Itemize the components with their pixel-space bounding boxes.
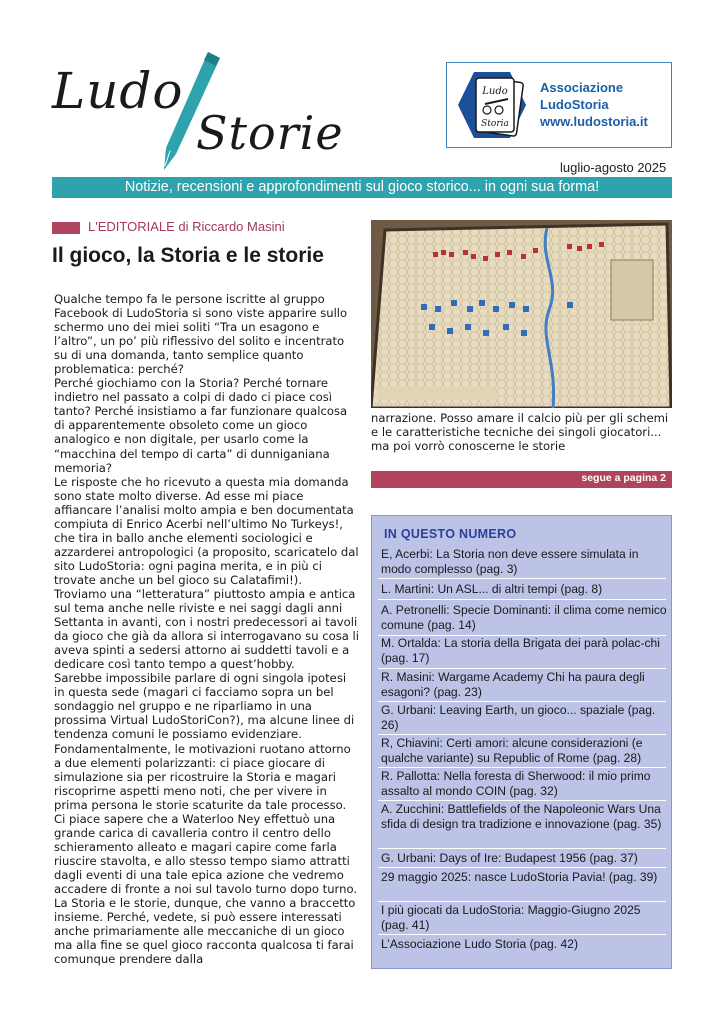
- contents-separator: [378, 599, 666, 600]
- logo-icon-text-bottom: Storia: [481, 119, 509, 129]
- paragraph: Perché giochiamo con la Storia? Perché tornare indietro nel passato a colpi di dado ci piace così tanto? Perché insistiamo a far funzionare qualcosa di apparentemente obsoleto come un gioco analogico e non digitale, per usarlo come la “macchina del tempo di carta” di dunniganiana memoria?: [54, 376, 348, 475]
- issue-date: luglio-agosto 2025: [560, 160, 667, 175]
- contents-separator: [378, 848, 666, 849]
- contents-item[interactable]: R, Chiavini: Certi amori: alcune considerazioni (e qualche variante) su Republic of Rome (pag. 28): [381, 736, 643, 765]
- contents-item[interactable]: A. Zucchini: Battlefields of the Napoleonic Wars Una sfida di design tra tradizione e innovazione (pag. 35): [381, 802, 662, 831]
- association-text: [540, 79, 648, 130]
- contents-separator: [378, 800, 666, 801]
- editorial-marker: [52, 222, 80, 234]
- contents-item[interactable]: E, Acerbi: La Storia non deve essere simulata in modo complesso (pag. 3): [381, 547, 639, 576]
- continued-link[interactable]: segue a pagina 2: [581, 472, 666, 484]
- association-name-line1: Associazione: [540, 80, 624, 95]
- contents-item[interactable]: I più giocati da LudoStoria: Maggio-Giugno 2025 (pag. 41): [381, 903, 641, 932]
- paragraph: Troviamo una “letteratura” piuttosto ampia e antica sul tema anche nelle riviste e nei saggi dagli anni Settanta in avanti, con i nostri predecessori ai tavoli da gioco che già da allora si interrogavano su cosa li aveva spinti a sedersi attorno ai suddetti tavoli e a dedicare così tanto tempo a quest’hobby.: [54, 586, 359, 672]
- logo-icon-text-top: Ludo: [482, 86, 508, 97]
- contents-item[interactable]: A. Petronelli: Specie Dominanti: il clima come nemico comune (pag. 14): [381, 603, 667, 632]
- contents-item[interactable]: G. Urbani: Leaving Earth, un gioco... spaziale (pag. 26): [381, 703, 656, 732]
- contents-item[interactable]: L. Martini: Un ASL... di altri tempi (pag. 8): [381, 582, 603, 596]
- contents-separator: [378, 901, 666, 902]
- paragraph: La Storia e le storie, dunque, che vanno a braccetto insieme. Perché, vedete, si può essere interessati anche primariamente alle meccaniche di un gioco ma alla fine se quel gioco racconta qualcosa ti farai comunque prendere dalla: [54, 896, 356, 967]
- contents-separator: [378, 767, 666, 768]
- contents-item[interactable]: 29 maggio 2025: nasce LudoStoria Pavia! (pag. 39): [381, 870, 658, 884]
- contents-separator: [378, 867, 666, 868]
- paragraph: Sarebbe impossibile parlare di ogni singola ipotesi in questa sede (magari ci facciamo sopra un bel sondaggio nel gruppo e ne riparliamo in una prossima Virtual LudoStoriCon?), ma alcune linee di tendenza comuni le possiamo evidenziare.: [54, 671, 355, 742]
- article-body: [54, 292, 360, 966]
- ludostoria-logo-icon: [452, 66, 532, 144]
- article-continuation: narrazione. Posso amare il calcio più per gli schemi e le caratteristiche tecniche dei singoli giocatori... ma poi vorrò conoscerne le storie: [371, 411, 669, 454]
- association-url[interactable]: www.ludostoria.it: [540, 114, 648, 129]
- paragraph: Fondamentalmente, le motivazioni ruotano attorno a due elementi polarizzanti: ci piace giocare di simulazione sia per ricostruire la Storia e magari riscoprirne aspetti meno noti, che per vivere in prima persona le storie scaturite da tale processo. Ci piace sapere che a Waterloo Ney effettuò una grande carica di cavalleria contro il centro dello schieramento alleato e magari capire come farla riuscire stavolta, e allo stesso tempo siamo attratti dagli eventi di una tale epica azione che vedremo accadere di fronte a noi sul tavolo turno dopo turno.: [54, 741, 358, 896]
- article-headline: Il gioco, la Storia e le storie: [52, 244, 324, 267]
- contents-item[interactable]: L’Associazione Ludo Storia (pag. 42): [381, 937, 578, 951]
- editorial-label: L'EDITORIALE di Riccardo Masini: [88, 219, 285, 234]
- contents-separator: [378, 734, 666, 735]
- contents-separator: [378, 934, 666, 935]
- contents-title: IN QUESTO NUMERO: [384, 527, 517, 541]
- contents-item[interactable]: M. Ortalda: La storia della Brigata dei parà polac-chi (pag. 17): [381, 636, 660, 665]
- paragraph: Qualche tempo fa le persone iscritte al gruppo Facebook di LudoStoria si sono viste apparire sullo schermo uno dei miei soliti “Tra un esagono e l’altro”, un po’ più riflessivo del solito e incentrato su di una domanda, tanto semplice quanto problematica: perché?: [54, 292, 348, 377]
- association-name-line2: LudoStoria: [540, 97, 609, 112]
- tagline-banner: Notizie, recensioni e approfondimenti sul gioco storico... in ogni sua forma!: [52, 177, 672, 198]
- paragraph: Le risposte che ho ricevuto a questa mia domanda sono state molto diverse. Ad esse mi piace affiancare l’analisi molto ampia e ben documentata compiuta di Enrico Acerbi nell’ultimo No Turkeys!, che tira in ballo anche elementi sociologici e azzarderei antropologici (a proposito, scaricatelo dal sito LudoStoria: ogni pagina merita, e in più ci trovate anche un bel gioco su Calatafimi!).: [54, 474, 359, 587]
- board-game-photo: [371, 220, 672, 408]
- contents-separator: [378, 701, 666, 702]
- contents-separator: [378, 668, 666, 669]
- logo-storie: Storie: [196, 106, 344, 160]
- logo-ludo: Ludo: [52, 62, 184, 120]
- contents-item[interactable]: R. Pallotta: Nella foresta di Sherwood: il mio primo assalto al mondo COIN (pag. 32): [381, 769, 651, 798]
- contents-item[interactable]: R. Masini: Wargame Academy Chi ha paura degli esagoni? (pag. 23): [381, 670, 645, 699]
- contents-separator: [378, 578, 666, 579]
- contents-item[interactable]: G. Urbani: Days of Ire: Budapest 1956 (pag. 37): [381, 851, 638, 865]
